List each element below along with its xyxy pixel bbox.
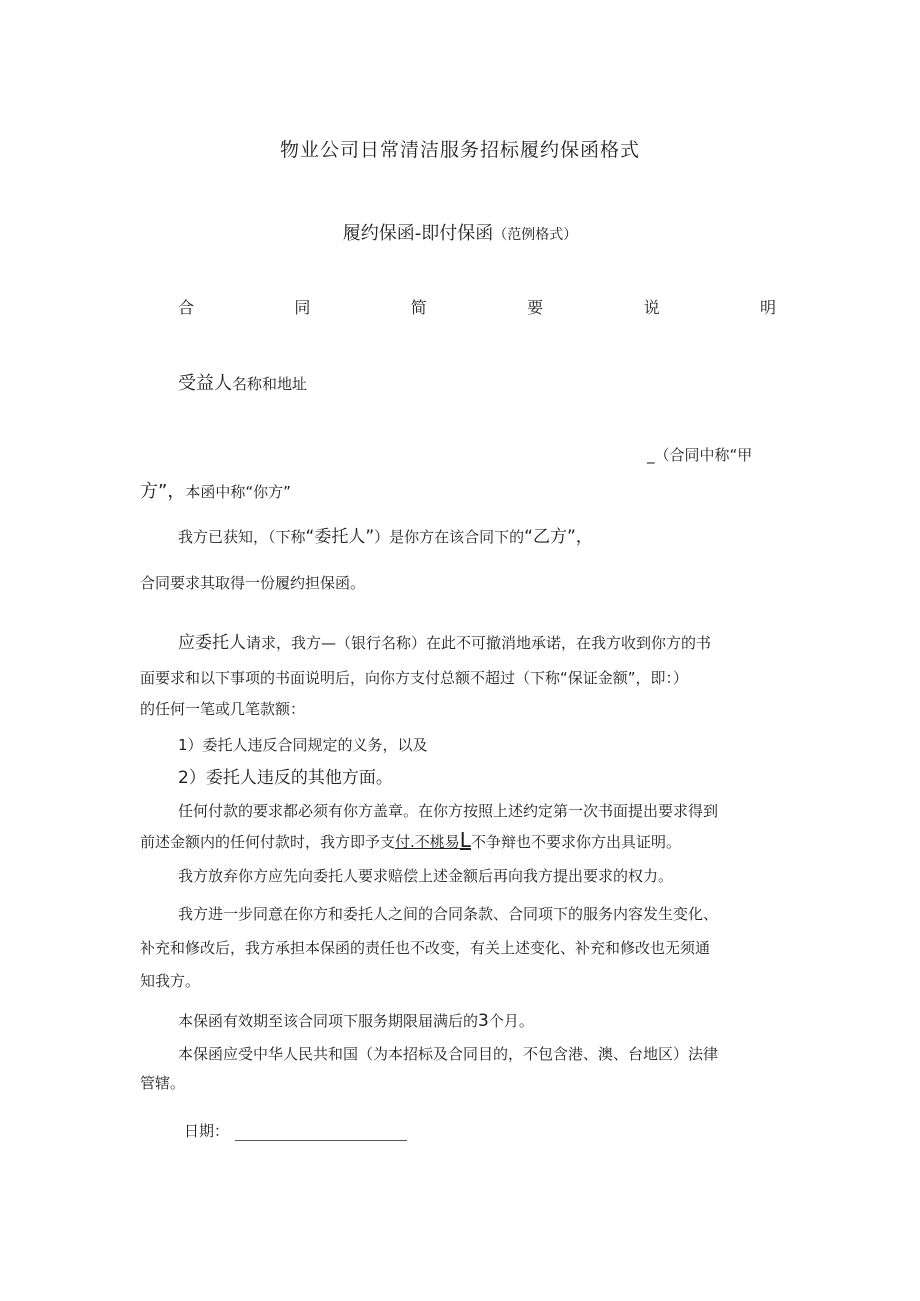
list-item-1: 1）委托人违反合同规定的义务，以及 [178,736,428,754]
party-a-tail: _（合同中称“甲 [647,446,753,464]
document-title: 物业公司日常清洁服务招标履约保函格式 [279,139,640,161]
paragraph-1-line-1 [178,527,593,547]
heading-char: 同 [294,298,311,317]
underlined-text: L [459,828,471,852]
paragraph-1-line-2: 合同要求其取得一份履约担保函。 [140,574,366,592]
text: 前述金额内的任何付款时，我方即予支 [140,833,396,851]
paragraph-7-line-1: 本保函应受中华人民共和国（为本招标及合同目的，不包含港、澳、台地区）法律 [178,1045,719,1063]
text: 不争辩也不要求你方出具证明。 [470,833,681,851]
contract-summary-heading [178,297,776,319]
date-row [184,1121,407,1141]
heading-char: 要 [527,298,544,317]
paragraph-2-line-2: 面要求和以下事项的书面说明后，向你方支付总额不超过（下称“保证金额”，即：） [140,669,689,687]
party-a-rest: 本函中称“你方” [185,483,291,501]
paragraph-3-line-2 [140,830,681,852]
number: 3 [478,1011,489,1031]
text: 应 [178,633,195,653]
text: 我方已获知，（下称 [178,528,306,546]
heading-char: 说 [643,298,660,317]
underlined-text: 付.不桃易 [395,833,460,851]
text: 委托人 [195,633,246,653]
paragraph-3-line-1: 任何付款的要求都必须有你方盖章。在你方按照上述约定第一次书面提出要求得到 [178,802,719,820]
date-blank-line [235,1126,407,1141]
paragraph-5-line-3: 知我方。 [140,972,201,990]
heading-char: 合 [178,298,195,317]
beneficiary-line [178,374,307,394]
party-a-head: 方”， [140,481,186,502]
text: 个月。 [488,1012,534,1030]
text: 本保函有效期至该合同项下服务期限届满后的 [178,1012,479,1030]
guarantee-subtitle [0,224,920,245]
beneficiary-rest: 名称和地址 [232,375,308,393]
date-label: 日期： [184,1122,230,1140]
text: “乙方”， [524,527,593,547]
text: “委托人” [305,527,375,547]
paragraph-6 [178,1011,534,1031]
paragraph-2-line-3: 的任何一笔或几笔款额： [140,700,306,718]
paragraph-2-line-1 [178,633,711,653]
list-item-2: 2）委托人违反的其他方面。 [178,768,393,788]
subtitle-main: 履约保函-即付保函 [342,223,494,244]
text: 请求，我方—（银行名称）在此不可撤消地承诺，在我方收到你方的书 [246,634,712,652]
text: ）是你方在该合同下的 [374,528,525,546]
party-a-line [140,482,291,502]
beneficiary-label: 受益人 [178,373,232,394]
paragraph-7-line-2: 管辖。 [140,1074,186,1092]
paragraph-5-line-2: 补充和修改后，我方承担本保函的责任也不改变，有关上述变化、补充和修改也无须通 [140,939,711,957]
paragraph-4: 我方放弃你方应先向委托人要求赔偿上述金额后再向我方提出要求的权力。 [178,867,674,885]
heading-char: 简 [410,298,427,317]
paragraph-5-line-1: 我方进一步同意在你方和委托人之间的合同条款、合同项下的服务内容发生变化、 [178,905,719,923]
subtitle-note: （范例格式） [493,227,578,243]
heading-char: 明 [759,298,776,317]
